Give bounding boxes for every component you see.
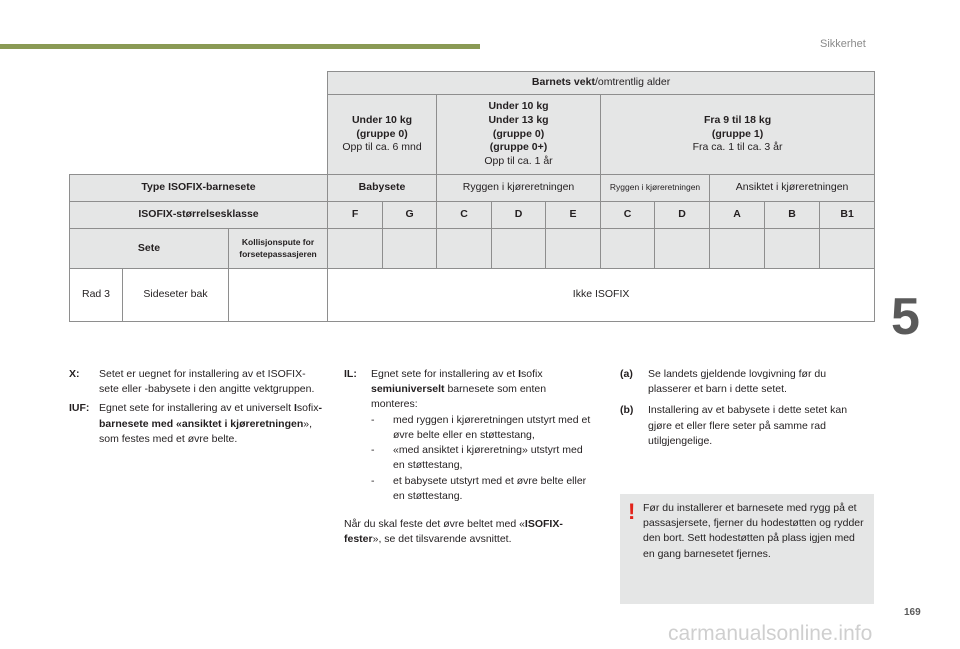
size-class: B	[765, 202, 820, 229]
row-value: Ikke ISOFIX	[328, 269, 875, 322]
section-title: Sikkerhet	[820, 38, 866, 50]
legend-right-column	[620, 367, 860, 449]
isofix-table	[69, 71, 875, 322]
size-class: D	[655, 202, 710, 229]
seat-label: Sete	[70, 229, 229, 269]
empty-cell	[437, 229, 492, 269]
warning-text: Før du installerer et barnesete med rygg på et passasjersete, fjerner du hodestøtten og rydder den bort. Sett hodestøtten på plass igjen med en gang barnesetet fjernes.	[643, 502, 864, 560]
size-class: F	[328, 202, 383, 229]
type-rear-facing: Ryggen i kjøreretningen	[437, 175, 601, 202]
empty-cell	[328, 229, 383, 269]
footnote-b: (b) Installering av et babysete i dette setet kan gjøre et eller flere seter på samme rad utilgjengelige.	[620, 404, 848, 447]
size-class: G	[383, 202, 437, 229]
list-item: - et babysete utstyrt med et øvre belte eller en støttestang.	[371, 474, 587, 502]
header-accent-bar	[0, 44, 480, 49]
legend-key: (b)	[620, 404, 634, 417]
empty-cell	[492, 229, 546, 269]
size-class: C	[437, 202, 492, 229]
size-class: A	[710, 202, 765, 229]
empty-corner	[70, 72, 328, 95]
empty-corner	[70, 95, 328, 175]
size-label: ISOFIX-størrelsesklasse	[70, 202, 328, 229]
size-class: D	[492, 202, 546, 229]
page-number: 169	[904, 607, 921, 618]
empty-cell	[655, 229, 710, 269]
empty-cell	[229, 269, 328, 322]
legend-left-column	[69, 367, 324, 447]
size-class: C	[601, 202, 655, 229]
group-1-header: Fra 9 til 18 kg (gruppe 1) Fra ca. 1 til ca. 3 år	[601, 95, 875, 175]
empty-cell	[820, 229, 875, 269]
watermark: carmanualsonline.info	[668, 622, 873, 645]
empty-cell	[601, 229, 655, 269]
belt-note: Når du skal feste det øvre beltet med «ISOFIX-fester», se det tilsvarende avsnittet.	[344, 517, 563, 546]
empty-cell	[710, 229, 765, 269]
footnote-a: (a) Se landets gjeldende lovgivning før du plasserer et barn i dette setet.	[620, 368, 827, 396]
legend-key: IUF:	[69, 402, 90, 415]
type-label: Type ISOFIX-barnesete	[70, 175, 328, 202]
empty-cell	[765, 229, 820, 269]
group-0plus-header: Under 10 kg Under 13 kg (gruppe 0) (gruppe 0+) Opp til ca. 1 år	[437, 95, 601, 175]
type-forward-facing: Ansiktet i kjøreretningen	[710, 175, 875, 202]
size-class: E	[546, 202, 601, 229]
empty-cell	[546, 229, 601, 269]
warning-box	[620, 494, 874, 604]
type-babysete: Babysete	[328, 175, 437, 202]
legend-key: X:	[69, 368, 80, 380]
chapter-number: 5	[891, 288, 920, 346]
list-item: - med ryggen i kjøreretningen utstyrt med et øvre belte eller en støttestang,	[371, 413, 591, 441]
empty-cell	[383, 229, 437, 269]
seat-position: Sideseter bak	[123, 269, 229, 322]
size-class: B1	[820, 202, 875, 229]
legend-key: (a)	[620, 368, 633, 380]
weight-header: Barnets vekt/omtrentlig alder	[328, 72, 875, 95]
legend-middle-column	[344, 367, 594, 547]
type-rear-facing-small: Ryggen i kjøreretningen	[601, 175, 710, 202]
list-item: - «med ansiktet i kjøreretning» utstyrt med en støttestang,	[371, 444, 583, 472]
row-label: Rad 3	[70, 269, 123, 322]
legend-x	[69, 367, 324, 397]
group-0-header: Under 10 kg (gruppe 0) Opp til ca. 6 mnd	[328, 95, 437, 175]
legend-key: IL:	[344, 368, 357, 380]
legend-text: Setet er uegnet for installering av et ISOFIX-sete eller -babysete i den angitte vektgruppen.	[99, 368, 315, 396]
airbag-label: Kollisjonspute for forsetepassasjeren	[229, 229, 328, 269]
legend-iuf: IUF: Egnet sete for installering av et universelt Isofix-barnesete med «ansiktet i kjøreretningen», som festes med et øvre belte.	[69, 402, 322, 445]
warning-icon: !	[628, 499, 636, 524]
legend-il: IL: Egnet sete for installering av et Isofix semiuniverselt barnesete som enten monteres: - med ryggen i kjøreretningen utstyrt med et øvre belte eller en støttestang, - «med ansiktet i kjøreretning» utstyrt med en støttestang, - et babysete utstyrt med et øvre belte eller en støttestang.	[344, 367, 594, 504]
